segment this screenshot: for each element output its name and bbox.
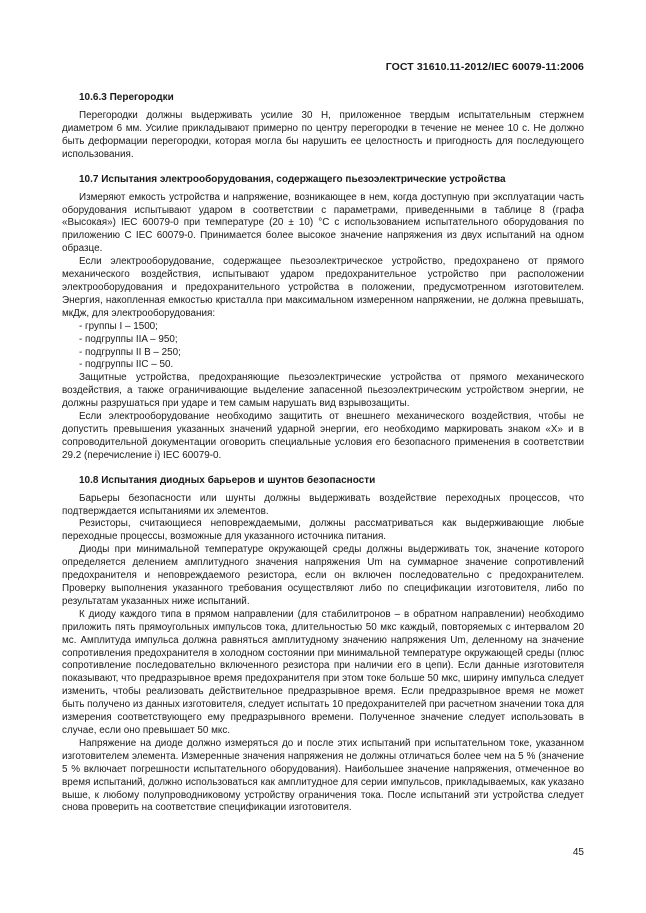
list-item: - подгруппы IIC – 50. bbox=[79, 359, 174, 371]
paragraph: Напряжение на диоде должно измеряться до и после этих испытаний при испытательном токе, указанном изготовителем элемента. Измеренные значения напряжения не должны отличаться более чем на 5 % (значение 5 % включает погрешности испытательного оборудования). Наибольшее значение напряжения, отмеченное во время испытаний, должно использоваться как амплитудное для серии импульсов, прикладываемых, как указано выше, к любому полупроводниковому устройству ограничения тока. После испытаний эти устройства следует снова проверить на соответствие спецификации изготовителя. bbox=[62, 737, 584, 814]
paragraph: Диоды при минимальной температуре окружающей среды должны выдерживать ток, значение которого определяется делением амплитудного значения напряжения Um на суммарное значение сопротивлений предохранителя и неповреждаемого резистора, если он включен последовательно с предохранителем. Проверку выполнения указанного требования осуществляют либо по спецификации изготовителя, либо по результатам указанных ниже испытаний. bbox=[62, 544, 584, 607]
list-item: - подгруппы II B – 250; bbox=[79, 346, 181, 358]
section-heading: 10.8 Испытания диодных барьеров и шунтов безопасности bbox=[79, 474, 376, 486]
paragraph: Если электрооборудование необходимо защитить от внешнего механического воздействия, чтобы не допустить превышения указанных значений ударной энергии, его необходимо маркировать знаком «Х» и в сопроводительной документации оговорить специальные условия его безопасного применения в соответствии 29.2 (перечисление i) IEC 60079-0. bbox=[62, 411, 584, 461]
paragraph: Если электрооборудование, содержащее пьезоэлектрическое устройство, предохранено от прямого механического воздействия, испытывают ударом предохранительное устройство при расположении электрооборудования и предохранительного устройства в положении, предусмотренном изготовителем. Энергия, накопленная емкостью кристалла при максимальном измеренном напряжении, не должна превышать, мкДж, для электрооборудования: bbox=[62, 256, 584, 319]
list-item: - подгруппы IIA – 950; bbox=[79, 333, 178, 345]
document-body bbox=[62, 91, 584, 815]
paragraph: Перегородки должны выдерживать усилие 30 Н, приложенное твердым испытательным стержнем диаметром 6 мм. Усилие прикладывают примерно по центру перегородки в течение не менее 10 с. Не должно быть деформации перегородки, которая могла бы нарушить ее целостность и пригодность для последующего использования. bbox=[62, 110, 584, 160]
page-number: 45 bbox=[572, 847, 584, 858]
standard-code-header: ГОСТ 31610.11-2012/IEC 60079-11:2006 bbox=[385, 61, 584, 73]
paragraph: Резисторы, считающиеся неповреждаемыми, должны рассматриваться как выдерживающие любые переходные процессы, возможные для указанного источника питания. bbox=[62, 518, 584, 543]
paragraph: Защитные устройства, предохраняющие пьезоэлектрические устройства от прямого механического воздействия, а также ограничивающие выделение запасенной пьезоэлектрическим устройством энергии, не должны разрушаться при ударе и тем самым нарушать вид взрывозащиты. bbox=[62, 372, 584, 410]
section-heading: 10.6.3 Перегородки bbox=[79, 92, 174, 103]
list-item: - группы I – 1500; bbox=[79, 320, 158, 332]
paragraph: Измеряют емкость устройства и напряжение, возникающее в нем, когда доступную при эксплуатации часть оборудования испытывают ударом в соответствии с параметрами, приведенными в таблице 8 (графа «Высокая») IEC 60079-0 при температуре (20 ± 10) °С с использованием испытательного оборудования по приложению С IEC 60079-0. Принимается более высокое значение напряжения из двух испытаний на одном образце. bbox=[62, 191, 584, 255]
paragraph: Барьеры безопасности или шунты должны выдерживать воздействие переходных процессов, что подтверждается испытаниями их элементов. bbox=[62, 492, 584, 517]
section-heading: 10.7 Испытания электрооборудования, содержащего пьезоэлектрические устройства bbox=[79, 173, 506, 185]
energy-limit-list bbox=[62, 321, 584, 373]
paragraph: К диоду каждого типа в прямом направлении (для стабилитронов – в обратном направлении) необходимо приложить пять прямоугольных импульсов тока, длительностью 50 мкс каждый, повторяемых с интервалом 20 мс. Амплитуда импульса должна равняться амплитудному значению напряжения Um, деленному на значение сопротивления предохранителя в холодном состоянии при минимальной температуре окружающей среды (плюс сопротивление последовательно включенного резистора при наличии его в цепи). Если данные изготовителя показывают, что предразрывное время предохранителя при этом токе больше 50 мкс, ширину импульса следует изменить, чтобы реализовать действительное предразрывное время. Если предразрывное время не может быть получено из данных изготовителя, следует испытать 10 предохранителей при расчетном значении тока для измерения соответствующего ему предразрывного времени. Полученное значение следует использовать в случае, если оно превышает 50 мкс. bbox=[62, 608, 584, 736]
